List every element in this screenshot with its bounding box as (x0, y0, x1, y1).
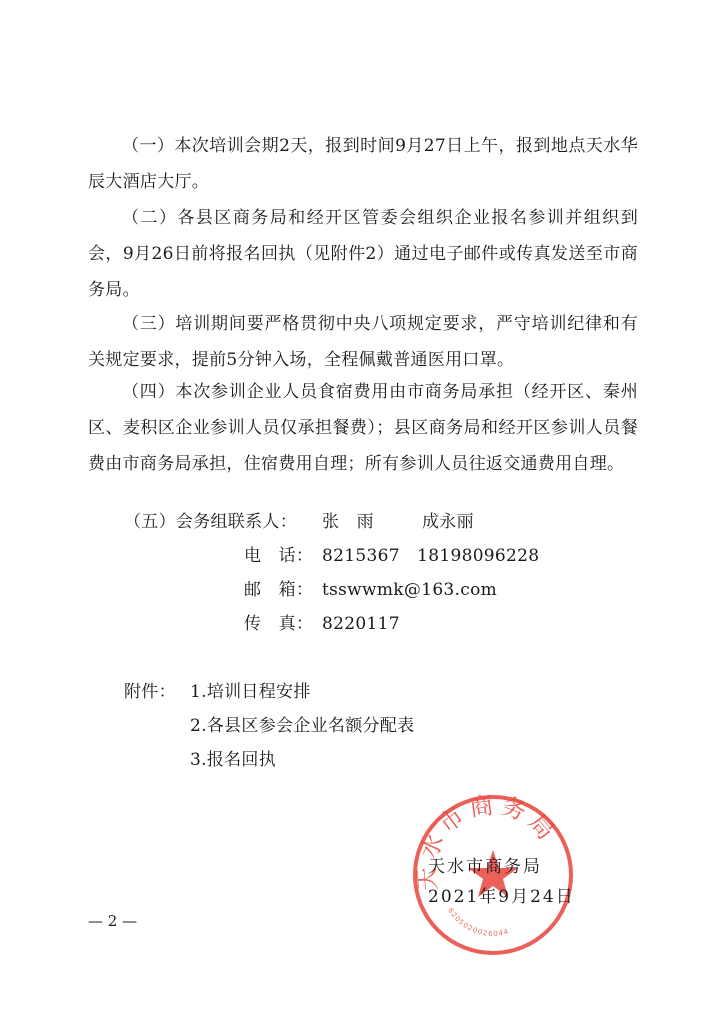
fax-value: 8220117 (322, 614, 400, 634)
seal-number: 6205020026044 (446, 906, 511, 939)
paragraph-3: （三）培训期间要严格贯彻中央八项规定要求，严守培训纪律和有关规定要求，提前5分钟入场，全程佩戴普通医用口罩。 (88, 314, 638, 370)
attachment-item-2: 2.各县区参会企业名额分配表 (190, 716, 415, 736)
attachment-item-1: 1.培训日程安排 (190, 682, 311, 702)
contact-intro: （五）会务组联系人： (124, 512, 297, 532)
paragraph-1: （一）本次培训会期2天，报到时间9月27日上午，报到地点天水华辰大酒店大厅。 (88, 136, 638, 192)
signature-org: 天水市商务局 (428, 857, 542, 877)
page-number: — 2 — (88, 912, 138, 930)
paragraph-2: （二）各县区商务局和经开区管委会组织企业报名参训并组织到会，9月26日前将报名回执（见附件2）通过电子邮件或传真发送至市商务局。 (88, 208, 638, 300)
contact-person-2: 成永丽 (422, 512, 474, 532)
attachment-item-3: 3.报名回执 (190, 750, 277, 770)
email-label: 邮 箱： (244, 580, 314, 600)
paragraph-4: （四）本次参训企业人员食宿费用由市商务局承担（经开区、秦州区、麦积区企业参训人员仅承担餐费）；县区商务局和经开区参训人员餐费由市商务局承担，住宿费用自理；所有参训人员往返交通费用自理。 (88, 382, 638, 474)
contact-person-1: 张 雨 (322, 512, 374, 532)
email-value: tsswwmk@163.com (322, 580, 498, 600)
fax-label: 传 真： (244, 614, 314, 634)
phone-label: 电 话： (244, 546, 314, 566)
signature-date: 2021年9月24日 (428, 887, 575, 907)
seal-text: 天水市商务局 (412, 790, 564, 892)
phone-value: 8215367 18198096228 (322, 546, 540, 566)
attachments-label: 附件： (124, 682, 176, 702)
